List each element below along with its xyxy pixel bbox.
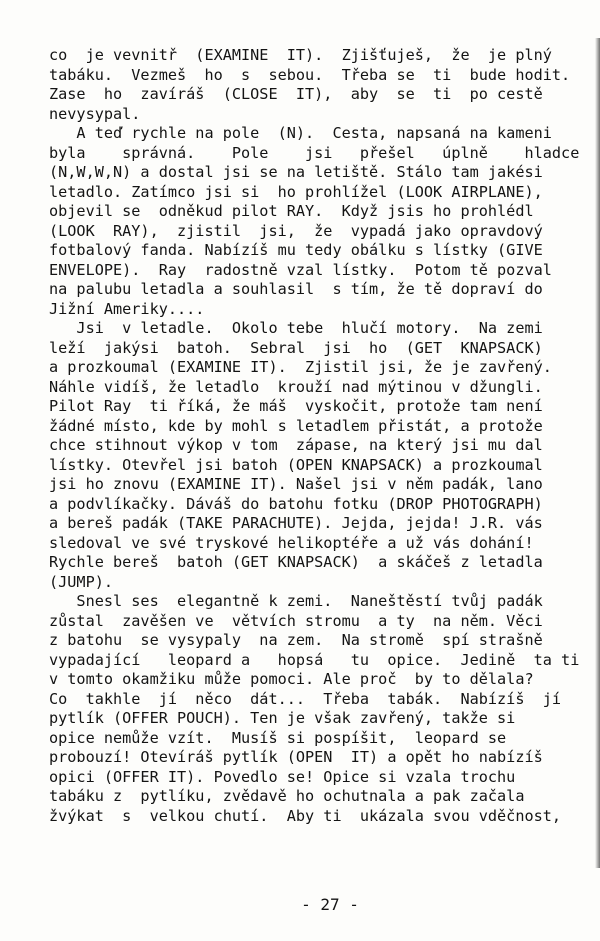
text-line: jsi ho znovu (EXAMINE IT). Našel jsi v něm padák, lano: [49, 475, 543, 493]
text-line: (LOOK RAY), zjistil jsi, že vypadá jako opravdový: [49, 221, 543, 240]
text-line: probouzí! Otevíráš pytlík (OPEN IT) a opět ho nabízíš: [49, 748, 543, 766]
text-line: chce stihnout výkop v tom zápase, na který jsi mu dal: [49, 436, 543, 454]
text-line: vypadající leopard a hopsá tu opice. Jedině ta ti: [49, 650, 580, 669]
text-line: tabáku. Vezmeš ho s sebou. Třeba se ti bude hodit.: [49, 65, 571, 84]
body-text: [49, 46, 600, 826]
text-line: na palubu letadla a souhlasil s tím, že tě dopraví do: [49, 280, 543, 298]
text-line: žvýkat s velkou chutí. Aby ti ukázala svou vděčnost,: [49, 806, 562, 825]
text-line: sledoval ve své tryskové helikoptéře a už vás dohání!: [49, 533, 534, 552]
text-line: Rychle bereš batoh (GET KNAPSACK) a skáčeš z letadla: [49, 553, 543, 571]
text-line: Zase ho zavíráš (CLOSE IT), aby se ti po cestě: [49, 85, 543, 103]
text-line: žádné místo, kde by mohl s letadlem přistát, a protože: [49, 416, 543, 435]
text-line: opici (OFFER IT). Povedlo se! Opice si vzala trochu: [49, 767, 516, 786]
text-line: letadlo. Zatímco jsi si ho prohlížel (LOOK AIRPLANE),: [49, 182, 543, 201]
text-line: Jižní Ameriky....: [49, 299, 205, 318]
text-line: byla správná. Pole jsi přešel úplně hladce: [49, 143, 580, 162]
text-line: ENVELOPE). Ray radostně vzal lístky. Potom tě pozval: [49, 260, 552, 279]
text-line: co je vevnitř (EXAMINE IT). Zjišťuješ, že je plný: [49, 46, 552, 64]
page-edge-shadow: [595, 38, 600, 868]
text-line: Snesl ses elegantně k zemi. Naneštěstí tvůj padák: [49, 592, 543, 610]
text-line: a prozkoumal (EXAMINE IT). Zjistil jsi, že je zavřený.: [49, 358, 552, 376]
text-line: z batohu se vysypaly na zem. Na stromě spí strašně: [49, 631, 543, 649]
text-line: tabáku z pytlíku, zvědavě ho ochutnala a pak začala: [49, 787, 525, 805]
text-line: Co takhle jí něco dát... Třeba tabák. Nabízíš jí: [49, 689, 562, 708]
text-line: (N,W,W,N) a dostal jsi se na letiště. Stálo tam jakési: [49, 163, 543, 181]
text-line: Pilot Ray ti říká, že máš vyskočit, protože tam není: [49, 397, 543, 415]
text-line: fotbalový fanda. Nabízíš mu tedy obálku s lístky (GIVE: [49, 241, 543, 259]
text-line: zůstal zavěšen ve větvích stromu a ty na něm. Věci: [49, 611, 543, 630]
text-line: opice nemůže vzít. Musíš si pospíšit, leopard se: [49, 728, 507, 747]
text-line: a bereš padák (TAKE PARACHUTE). Jejda, jejda! J.R. vás: [49, 514, 543, 532]
text-line: v tomto okamžiku může pomoci. Ale proč by to dělala?: [49, 670, 534, 688]
text-line: a podvlíkačky. Dáváš do batohu fotku (DROP PHOTOGRAPH): [49, 494, 543, 513]
text-line: Náhle vidíš, že letadlo krouží nad mýtinou v džungli.: [49, 377, 543, 396]
page-number: - 27 -: [301, 895, 359, 914]
text-line: objevil se odněkud pilot RAY. Když jsis ho prohlédl: [49, 202, 534, 220]
text-line: lístky. Otevřel jsi batoh (OPEN KNAPSACK) a prozkoumal: [49, 455, 543, 474]
text-line: (JUMP).: [49, 572, 114, 591]
text-line: leží jakýsi batoh. Sebral jsi ho (GET KNAPSACK): [49, 338, 543, 357]
text-line: A teď rychle na pole (N). Cesta, napsaná na kameni: [49, 124, 552, 142]
text-line: pytlík (OFFER POUCH). Ten je však zavřený, takže si: [49, 709, 516, 727]
text-line: Jsi v letadle. Okolo tebe hlučí motory. Na zemi: [49, 319, 543, 337]
text-line: nevysypal.: [49, 104, 141, 123]
